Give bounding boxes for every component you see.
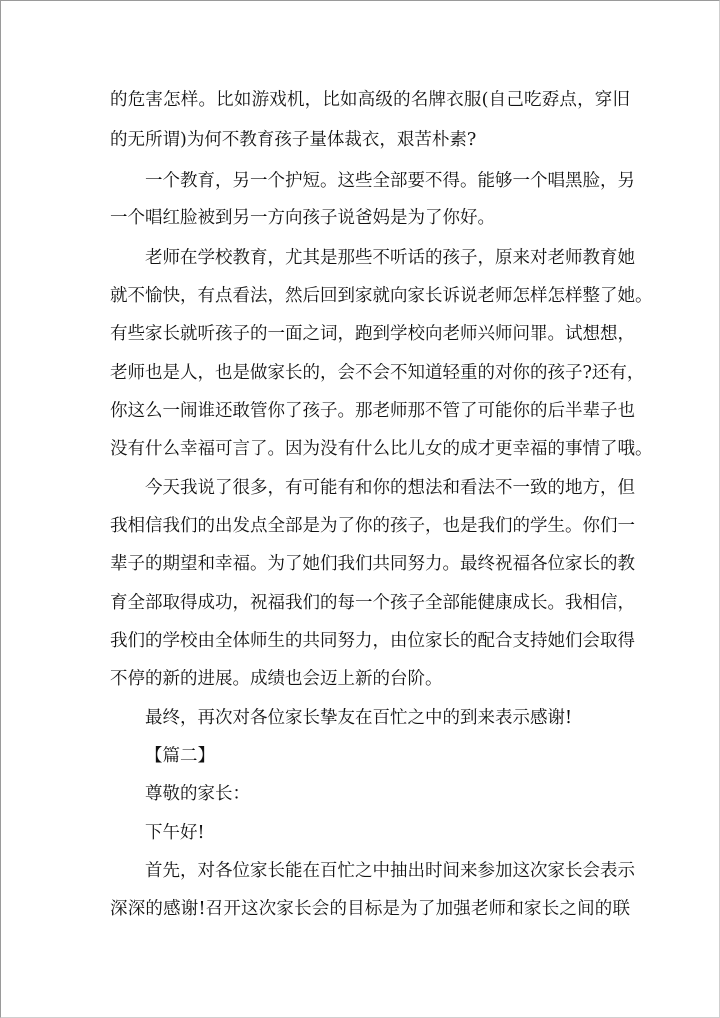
salutation: 尊敬的家长：	[145, 784, 250, 804]
text-line: 最终，再次对各位家长挚友在百忙之中的到来表示感谢!	[145, 708, 573, 728]
section-heading: 【篇二】	[145, 746, 215, 766]
text-line: 一个教育，另一个护短。这些全部要不得。能够一个唱黑脸，另	[145, 171, 635, 191]
text-line: 辈子的期望和幸福。为了她们我们共同努力。最终祝福各位家长的教	[110, 554, 635, 574]
text-line: 深深的感谢!召开这次家长会的目标是为了加强老师和家长之间的联	[110, 899, 630, 919]
text-line: 老师在学校教育，尤其是那些不听话的孩子，原来对老师教育她	[145, 248, 635, 268]
text-line: 我相信我们的出发点全部是为了你的孩子，也是我们的学生。你们一	[110, 516, 635, 536]
text-line: 不停的新的进展。成绩也会迈上新的台阶。	[110, 669, 443, 689]
text-line: 今天我说了很多，有可能有和你的想法和看法不一致的地方，但	[145, 478, 635, 498]
text-line: 的危害怎样。比如游戏机，比如高级的名牌衣服(自己吃孬点，穿旧	[110, 90, 630, 110]
text-line: 我们的学校由全体师生的共同努力，由位家长的配合支持她们会取得	[110, 631, 635, 651]
greeting: 下午好!	[145, 823, 205, 843]
text-line: 就不愉快，有点看法，然后回到家就向家长诉说老师怎样怎样整了她。	[110, 286, 653, 306]
text-line: 有些家长就听孩子的一面之词，跑到学校向老师兴师问罪。试想想，	[110, 324, 635, 344]
text-line: 首先，对各位家长能在百忙之中抽出时间来参加这次家长会表示	[145, 861, 635, 881]
text-line: 的无所谓)为何不教育孩子量体裁衣，艰苦朴素?	[110, 130, 477, 150]
text-line: 育全部取得成功，祝福我们的每一个孩子全部能健康成长。我相信，	[110, 593, 635, 613]
text-line: 你这么一闹谁还敢管你了孩子。那老师那不管了可能你的后半辈子也	[110, 401, 635, 421]
text-line: 没有什么幸福可言了。因为没有什么比儿女的成才更幸福的事情了哦。	[110, 439, 653, 459]
text-line: 老师也是人，也是做家长的，会不会不知道轻重的对你的孩子?还有，	[110, 363, 645, 383]
text-line: 一个唱红脸被到另一方向孩子说爸妈是为了你好。	[110, 208, 495, 228]
